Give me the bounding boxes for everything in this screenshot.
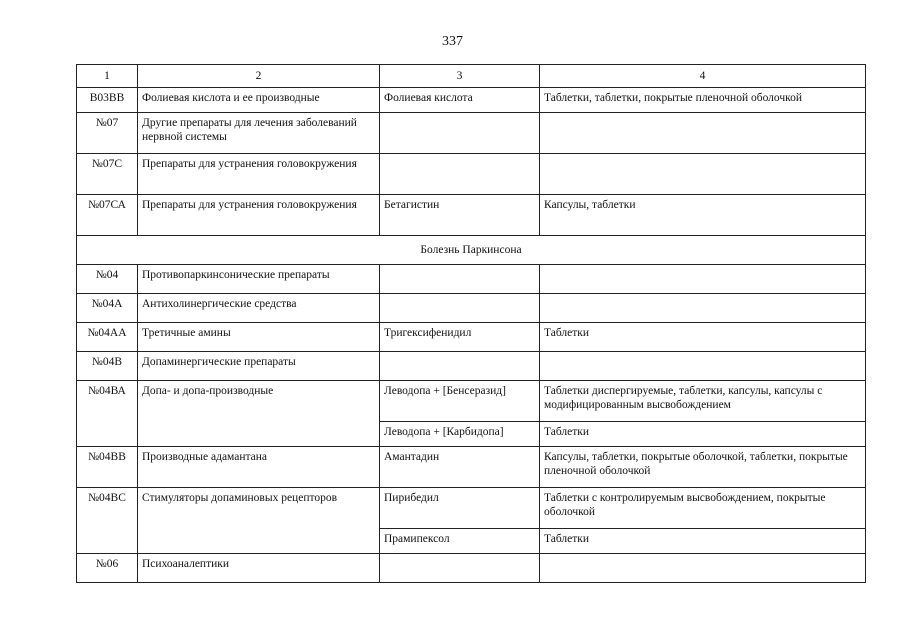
drug-table: [76, 64, 866, 583]
atc-code: №04А: [77, 294, 138, 323]
substance-name: [380, 294, 540, 323]
substance-name: Тригексифенидил: [380, 323, 540, 352]
substance-name: Прамипексол: [380, 529, 540, 554]
dosage-form: [540, 352, 866, 381]
table-row: [77, 352, 866, 381]
atc-code: №04В: [77, 352, 138, 381]
substance-name: [380, 113, 540, 154]
atc-code: №07СА: [77, 195, 138, 236]
group-name: Стимуляторы допаминовых рецепторов: [138, 488, 380, 554]
group-name: Третичные амины: [138, 323, 380, 352]
atc-code: №04АА: [77, 323, 138, 352]
atc-code: №07С: [77, 154, 138, 195]
substance-name: Леводопа + [Бенсеразид]: [380, 381, 540, 422]
dosage-form: Капсулы, таблетки: [540, 195, 866, 236]
dosage-form: Таблетки диспергируемые, таблетки, капсулы, капсулы с модифицированным высвобождением: [540, 381, 866, 422]
group-name: Психоаналептики: [138, 554, 380, 583]
group-name: Препараты для устранения головокружения: [138, 195, 380, 236]
dosage-form: Таблетки: [540, 422, 866, 447]
substance-name: Пирибедил: [380, 488, 540, 529]
table-row: [77, 381, 866, 422]
table-row: [77, 294, 866, 323]
dosage-form: [540, 294, 866, 323]
group-name: Фолиевая кислота и ее производные: [138, 88, 380, 113]
atc-code: B03BB: [77, 88, 138, 113]
substance-name: [380, 352, 540, 381]
dosage-form: Таблетки: [540, 323, 866, 352]
dosage-form: [540, 554, 866, 583]
dosage-form: [540, 265, 866, 294]
dosage-form: Капсулы, таблетки, покрытые оболочкой, таблетки, покрытые пленочной оболочкой: [540, 447, 866, 488]
dosage-form: [540, 154, 866, 195]
group-name: Производные адамантана: [138, 447, 380, 488]
table-row: [77, 554, 866, 583]
table-row: [77, 265, 866, 294]
page-number: 337: [442, 34, 463, 49]
group-name: Противопаркинсонические препараты: [138, 265, 380, 294]
dosage-form: [540, 113, 866, 154]
dosage-form: Таблетки с контролируемым высвобождением, покрытые оболочкой: [540, 488, 866, 529]
column-header-4: 4: [540, 65, 866, 88]
atc-code: №04: [77, 265, 138, 294]
column-header-3: 3: [380, 65, 540, 88]
substance-name: Фолиевая кислота: [380, 88, 540, 113]
table-row: [77, 113, 866, 154]
substance-name: [380, 554, 540, 583]
substance-name: Бетагистин: [380, 195, 540, 236]
group-name: Другие препараты для лечения заболеваний нервной системы: [138, 113, 380, 154]
table-row: [77, 323, 866, 352]
table-row: [77, 488, 866, 529]
atc-code: №06: [77, 554, 138, 583]
substance-name: [380, 265, 540, 294]
dosage-form: Таблетки, таблетки, покрытые пленочной оболочкой: [540, 88, 866, 113]
atc-code: №04ВА: [77, 381, 138, 447]
table-row: [77, 195, 866, 236]
group-name: Допа- и допа-производные: [138, 381, 380, 447]
atc-code: №07: [77, 113, 138, 154]
section-row: [77, 236, 866, 265]
group-name: Препараты для устранения головокружения: [138, 154, 380, 195]
section-title: Болезнь Паркинсона: [77, 236, 866, 265]
table-header-row: [77, 65, 866, 88]
dosage-form: Таблетки: [540, 529, 866, 554]
atc-code: №04ВС: [77, 488, 138, 554]
table-row: [77, 447, 866, 488]
substance-name: Леводопа + [Карбидопа]: [380, 422, 540, 447]
substance-name: Амантадин: [380, 447, 540, 488]
column-header-2: 2: [138, 65, 380, 88]
table-row: [77, 88, 866, 113]
column-header-1: 1: [77, 65, 138, 88]
group-name: Допаминергические препараты: [138, 352, 380, 381]
substance-name: [380, 154, 540, 195]
group-name: Антихолинергические средства: [138, 294, 380, 323]
table-row: [77, 154, 866, 195]
atc-code: №04ВВ: [77, 447, 138, 488]
